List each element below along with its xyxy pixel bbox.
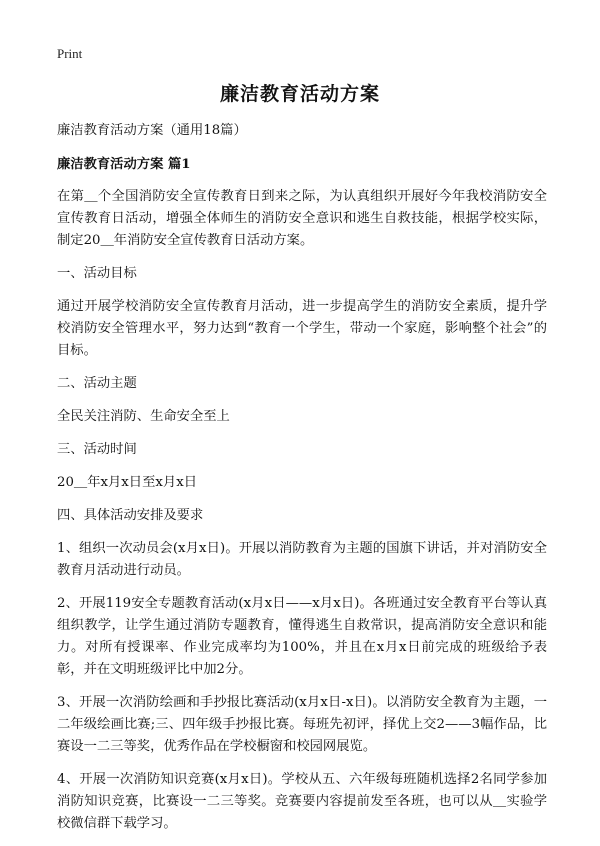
arrangement-item-4: 4、开展一次消防知识竞赛(x月x日)。学校从五、六年级每班随机选择2名同学参加消防知识竞赛，比赛设一二三等奖。竞赛要内容提前发至各班，也可以从＿实验学校微信群下载学习。 (57, 772, 547, 831)
heading-arrangement: 四、具体活动安排及要求 (57, 508, 204, 523)
theme-paragraph: 全民关注消防、生命安全至上 (57, 409, 230, 424)
document-title: 廉洁教育活动方案 (219, 83, 380, 105)
heading-time: 三、活动时间 (57, 442, 137, 457)
section-title: 廉洁教育活动方案 篇1 (57, 157, 191, 172)
heading-goal: 一、活动目标 (57, 266, 137, 281)
arrangement-item-2: 2、开展119安全专题教育活动(x月x日——x月x日)。各班通过安全教育平台等认真组织教学，让学生通过消防专题教育，懂得逃生自救常识，提高消防安全意识和能力。对所有授课率、作业完成率均为100%，并且在x月x日前完成的班级给予表彰，并在文明班级评比中加2分。 (57, 596, 547, 677)
heading-theme: 二、活动主题 (57, 376, 137, 391)
goal-paragraph: 通过开展学校消防安全宣传教育月活动，进一步提高学生的消防安全素质，提升学校消防安全管理水平，努力达到“教育一个学生，带动一个家庭，影响整个社会”的目标。 (57, 299, 547, 358)
arrangement-item-3: 3、开展一次消防绘画和手抄报比赛活动(x月x日-x日)。以消防安全教育为主题，一二年级绘画比赛;三、四年级手抄报比赛。每班先初评，择优上交2——3幅作品，比赛设一二三等奖，优秀作品在学校橱窗和校园网展览。 (57, 695, 547, 754)
arrangement-item-1: 1、组织一次动员会(x月x日)。开展以消防教育为主题的国旗下讲话，并对消防安全教育月活动进行动员。 (57, 541, 547, 578)
intro-paragraph: 在第＿个全国消防安全宣传教育日到来之际，为认真组织开展好今年我校消防安全宣传教育日活动，增强全体师生的消防安全意识和逃生自救技能，根据学校实际，制定20＿年消防安全宣传教育日活动方案。 (57, 189, 547, 248)
print-link[interactable]: Print (57, 46, 83, 61)
document-content (57, 120, 547, 846)
time-paragraph: 20＿年x月x日至x月x日 (57, 475, 197, 490)
document-subtitle: 廉洁教育活动方案（通用18篇） (57, 123, 247, 138)
